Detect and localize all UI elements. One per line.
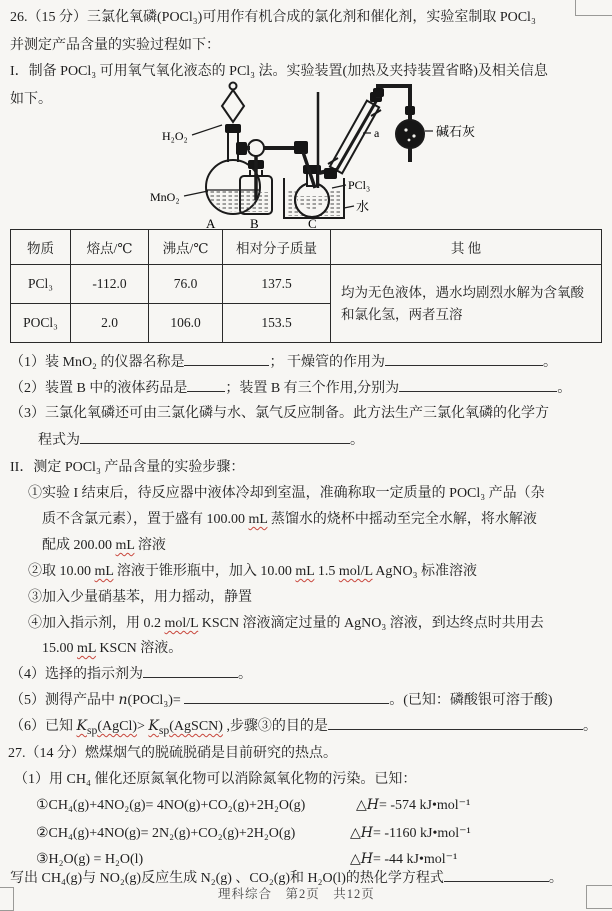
- step2-text: ②取 10.00: [28, 564, 95, 579]
- q27-sub1-intro: （1）用 CH₄ 催化还原氮氧化物可以消除氮氧化物的污染。已知：: [14, 772, 417, 787]
- col-other: 其 他: [331, 230, 602, 265]
- dh-number: = -1160 kJ•mol⁻¹: [373, 826, 471, 841]
- q26-sub2-end: 。: [557, 381, 572, 396]
- answer-blank: [80, 430, 350, 444]
- cell-molar-mass: 137.5: [223, 265, 331, 304]
- q26-intro-line1: 26.（15 分）三氯化氧磷(POCl₃)可用作有机合成的氯化剂和催化剂，实验室制取 POCl₃: [10, 10, 536, 25]
- step4-text3: 15.00: [42, 641, 77, 656]
- ksp-agscn: [148, 718, 223, 737]
- q26-sub6-end: 。: [582, 719, 597, 734]
- q26-sub3-end: 。: [350, 433, 364, 448]
- q26-sub4-end: 。: [238, 667, 252, 682]
- step2-text2: 溶液于锥形瓶中，加入 10.00: [113, 564, 296, 579]
- step4-line1: [28, 614, 544, 633]
- page-corner-mark-top-right: [575, 0, 612, 16]
- q27-final-end: 。: [548, 871, 563, 886]
- gt-separator: >: [137, 719, 149, 734]
- ksp-agcl: [76, 718, 138, 737]
- q26-sub3-line2: [38, 430, 364, 450]
- step1-text2: 蒸馏水的烧杯中摇动至完全水解，将水解液: [267, 512, 537, 527]
- q26-sub6: [10, 716, 597, 740]
- col-melting: 熔点/℃: [71, 230, 149, 265]
- q27-equation-2: [36, 824, 596, 843]
- delta-h-value: [350, 824, 471, 843]
- equation-lhs: ①CH₄(g)+4NO₂(g)= 4NO(g)+CO₂(g)+2H₂O(g): [36, 798, 306, 813]
- page-corner-mark-bottom-left: [0, 887, 14, 911]
- q26-sub4-text: （4）选择的指示剂为: [10, 667, 143, 682]
- q26-sub6-text: （6）已知: [10, 719, 77, 734]
- q26-sub5-text: （5）测得产品中: [10, 693, 119, 708]
- page-footer: 理科综合 第2页 共12页: [218, 887, 375, 901]
- q27-equation-1: [36, 796, 596, 815]
- cell-melting: 2.0: [71, 304, 149, 343]
- apparatus-diagram: [126, 78, 582, 230]
- variable-k: K: [76, 718, 87, 734]
- cell-substance: POCl₃: [11, 304, 71, 343]
- variable-n: n: [118, 692, 128, 708]
- q27-final-text: 写出 CH₄(g)与 NO₂(g)反应生成 N₂(g) 、CO₂(g)和 H₂O(l)的热化学方程式: [10, 871, 444, 886]
- unit-ml: mL: [94, 564, 114, 579]
- unit-ml: mL: [248, 512, 268, 527]
- water-label: 水: [356, 199, 370, 214]
- step2-text3: 1.5: [314, 564, 339, 579]
- properties-table: [10, 229, 602, 343]
- dh-number: = -44 kJ•mol⁻¹: [373, 852, 458, 867]
- formula-agscn: (AgSCN): [169, 719, 223, 734]
- dropping-funnel-icon: [222, 83, 244, 134]
- answer-blank: [399, 378, 557, 392]
- cell-melting: -112.0: [71, 265, 149, 304]
- equation-lhs: ②CH₄(g)+4NO(g)= 2N₂(g)+CO₂(g)+2H₂O(g): [36, 826, 296, 841]
- cell-substance: PCl₃: [11, 265, 71, 304]
- q26-sub5-end: 。(已知：磷酸银可溶于酸): [389, 693, 553, 708]
- step1-line2: [42, 510, 537, 529]
- subscript-sp: sp: [86, 723, 98, 737]
- variable-h: H: [360, 851, 373, 867]
- answer-blank: [184, 690, 389, 704]
- q27-equation-3: [36, 850, 596, 869]
- variable-h: H: [360, 825, 373, 841]
- step1-text3: 配成 200.00: [42, 538, 116, 553]
- h2o2-label: H₂O₂: [162, 129, 188, 143]
- q26-sub2-text: （2）装置 B 中的液体药品是: [10, 381, 188, 396]
- answer-blank: [328, 716, 583, 730]
- unit-mol-l: mol/L: [164, 616, 199, 631]
- step4-text2: KSCN 溶液滴定过量的 AgNO₃ 溶液，到达终点时共用去: [198, 616, 544, 631]
- cell-boiling: 76.0: [149, 265, 223, 304]
- water-bath-c: [284, 92, 344, 218]
- variable-h: H: [366, 797, 379, 813]
- q26-sub3-text: 程式为: [38, 433, 80, 448]
- cell-other-merged: 均为无色液体，遇水均剧烈水解为含氧酸和氯化氢，两者互溶: [331, 265, 602, 343]
- answer-blank: [385, 352, 543, 366]
- delta-h-value: [350, 850, 457, 869]
- step3-line: ③加入少量硝基苯，用力摇动，静置: [28, 590, 252, 605]
- pcl3-label: PCl₃: [348, 178, 371, 192]
- q26-sub5: [10, 690, 553, 710]
- step1-line1: ①实验 I 结束后，待反应器中液体冷却到室温，准确称取一定质量的 POCl₃ 产品（杂: [28, 486, 545, 501]
- step2-line: [28, 562, 477, 581]
- equation-lhs: ③H₂O(g) = H₂O(l): [36, 852, 144, 867]
- unit-mol-l: mol/L: [338, 564, 373, 579]
- unit-ml: mL: [295, 564, 315, 579]
- flask-a-label: A: [206, 216, 216, 230]
- col-boiling: 沸点/℃: [149, 230, 223, 265]
- step4-text: ④加入指示剂，用 0.2: [28, 616, 165, 631]
- table-row: [11, 265, 602, 304]
- formula-agcl: (AgCl): [97, 719, 138, 734]
- q26-sub1: [10, 352, 557, 372]
- answer-blank: [184, 352, 269, 366]
- answer-blank: [444, 868, 549, 882]
- q27-title: 27.（14 分）燃煤烟气的脱硫脱硝是目前研究的热点。: [8, 746, 337, 761]
- unit-ml: mL: [115, 538, 135, 553]
- q26-sub2-text2: ；装置 B 有三个作用,分别为: [225, 381, 400, 396]
- answer-blank: [187, 378, 225, 392]
- q26-sub4: [10, 664, 252, 684]
- delta-icon: △: [350, 852, 361, 867]
- delta-icon: △: [356, 798, 367, 813]
- dh-number: = -574 kJ•mol⁻¹: [379, 798, 471, 813]
- q26-sub3-line1: （3）三氯化氧磷还可由三氯化磷与水、氯气反应制备。此方法生产三氯化氧磷的化学方: [10, 406, 549, 421]
- q26-sub6-text2: ,步骤③的目的是: [222, 719, 328, 734]
- q26-part1-line2: 如下。: [10, 92, 52, 107]
- q26-part2-title: II．测定 POCl₃ 产品含量的实验步骤：: [10, 460, 245, 475]
- q26-sub1-text: （1）装 MnO₂ 的仪器名称是: [10, 355, 185, 370]
- variable-k: K: [148, 718, 159, 734]
- q26-sub5-formula: (POCl₃)=: [127, 693, 185, 708]
- step2-text4: AgNO₃ 标准溶液: [372, 564, 477, 579]
- bottle-b-label: B: [250, 216, 259, 230]
- condenser-label: a: [374, 126, 380, 140]
- sodalime-label: 碱石灰: [436, 124, 476, 139]
- step1-text4: 溶液: [134, 538, 166, 553]
- q26-part1-line1: I．制备 POCl₃ 可用氧气氧化液态的 PCl₃ 法。实验装置(加热及夹持装置省略)及相关信息: [10, 64, 548, 79]
- answer-blank: [143, 664, 238, 678]
- q26-sub2: [10, 378, 571, 398]
- vessel-c-label: C: [308, 216, 317, 230]
- step4-text4: KSCN 溶液。: [95, 641, 183, 656]
- q26-intro-line2: 并测定产品含量的实验过程如下：: [10, 38, 220, 53]
- table-header-row: [11, 230, 602, 265]
- mno2-label: MnO₂: [150, 190, 180, 204]
- page-corner-mark-bottom-right: [586, 885, 612, 909]
- q26-sub1-end: 。: [542, 355, 557, 370]
- q26-sub1-text2: ； 干燥管的作用为: [269, 355, 385, 370]
- delta-h-value: [356, 796, 470, 815]
- col-molar-mass: 相对分子质量: [223, 230, 331, 265]
- cell-molar-mass: 153.5: [223, 304, 331, 343]
- delta-icon: △: [350, 826, 361, 841]
- subscript-sp: sp: [158, 723, 170, 737]
- step4-line2: [42, 639, 182, 658]
- col-substance: 物质: [11, 230, 71, 265]
- step1-text: 质不含氯元素），置于盛有 100.00: [42, 512, 249, 527]
- unit-ml: mL: [77, 641, 96, 656]
- step1-line3: [42, 536, 166, 555]
- cell-boiling: 106.0: [149, 304, 223, 343]
